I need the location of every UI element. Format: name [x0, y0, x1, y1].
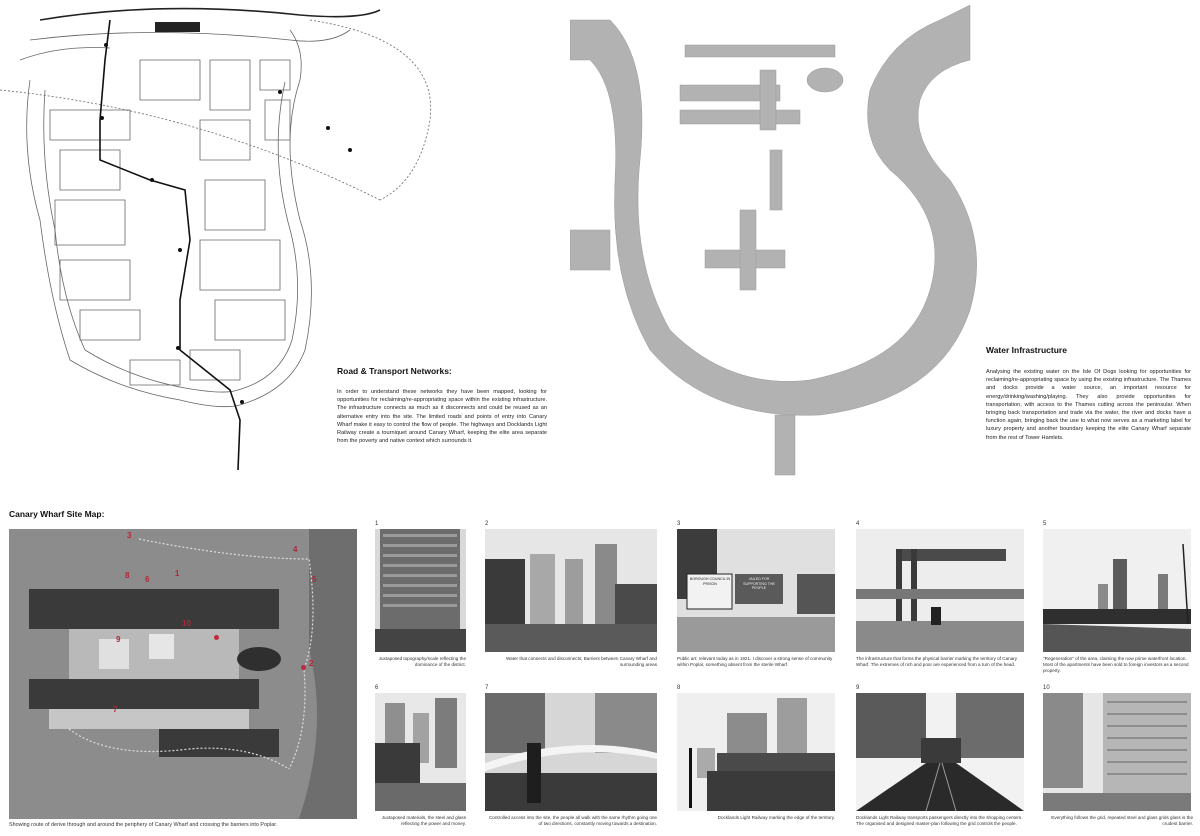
photo-9-caption: Docklands Light Railway transports passengers directly into the shopping centers. The organised and designed master-plan following the grid controls the people. [856, 815, 1023, 827]
road-paragraph: In order to understand these networks they have been mapped, looking for opportunities for reclaiming/re-appropriating space within the existing infrastructure. The infrastructure connects as much as it disconnects and could be reused as an alternative entry into the site. The limited roads and points of entry into Canary Wharf make it easy to control the flow of people. The highways and Docklands Light Railway create a tourniquet around Canary Wharf, keeping the elite area separate from the poverty and native context which surrounds it. [337, 389, 547, 445]
marker-10: 10 [182, 619, 191, 628]
photo-7 [485, 693, 657, 811]
photo-2 [485, 529, 657, 652]
photo-10-number: 10 [1043, 685, 1050, 691]
photo-2-caption: Water that connects and disconnects; Barriers between Canary Wharf and surrounding areas [506, 656, 657, 668]
photo-4 [856, 529, 1024, 652]
photo-6-caption: Juxtaposed materials, the steel and glass reflecting the power and money. [381, 815, 466, 827]
photo-9 [856, 693, 1024, 811]
photo-1-number: 1 [375, 521, 379, 527]
route-dot [214, 635, 219, 640]
site-map-heading: Canary Wharf Site Map: [9, 509, 105, 519]
marker-4: 4 [293, 545, 298, 554]
photo-5-caption: "Regeneration" of the area, claiming the now prime waterfront location. Most of the apartments have been sold to foreign investors as a second property. [1043, 656, 1189, 674]
mural-sign-left: BOROUGH COUNCIL IN PRISON [689, 577, 731, 586]
photo-3 [677, 529, 835, 652]
photo-1-caption: Juxtaposed topography/scale reflecting the dominance of the district. [378, 656, 466, 668]
water-paragraph: Analysing the existing water on the Isle Of Dogs looking for opportunities for reclaiming/re-appropriating space by using the existing infrastructure. The Thames and docks provide a water source, an important resource for energy/drinking/washing/playing. They also provide opportunities for transportation, with access to the Thames cutting across the peninsular. When bringing back transportation and trade via the water, the river and docks have a function again, bringing back the use to what now serves as a marketing label for luxury property and another boundary keeping the elite Canary Wharf separate from the rest of Tower Hamlets. [986, 369, 1191, 441]
photo-6 [375, 693, 466, 811]
marker-7: 7 [113, 705, 118, 714]
marker-6: 6 [145, 575, 150, 584]
photo-2-number: 2 [485, 521, 489, 527]
photo-8-caption: Docklands Light Railway marking the edge of the territory. [717, 815, 835, 820]
site-map-caption: Showing route of derive through and around the periphery of Canary Wharf and crossing the barriers into Poplar. [9, 822, 278, 828]
photo-9-number: 9 [856, 685, 860, 691]
photo-6-number: 6 [375, 685, 379, 691]
route-dot [301, 665, 306, 670]
photo-5 [1043, 529, 1191, 652]
photo-5-number: 5 [1043, 521, 1047, 527]
photo-3-number: 3 [677, 521, 681, 527]
photo-1 [375, 529, 466, 652]
marker-1: 1 [175, 569, 180, 578]
photo-8 [677, 693, 835, 811]
mural-sign-right: JAILED FOR SUPPORTING THE PEOPLE [743, 577, 775, 590]
photo-7-caption: Controlled access into the site, the people all walk with the same rhythm going one of two directions, constantly moving towards a destination. [488, 815, 657, 827]
road-heading: Road & Transport Networks: [337, 366, 452, 376]
photo-4-caption: The infrastructure that forms the physical barrier marking the territory of Canary Wharf. The extremes of rich and poor are experienced from a turn of the head. [856, 656, 1018, 668]
photo-10 [1043, 693, 1191, 811]
photo-10-caption: Everything follows the grid, repeated steel and glass grids glass is the crudest barrier. [1051, 815, 1193, 827]
aerial-site-map [9, 529, 357, 819]
water-infrastructure-map [570, 0, 990, 480]
water-heading: Water Infrastructure [986, 345, 1067, 355]
photo-8-number: 8 [677, 685, 681, 691]
marker-9: 9 [116, 635, 121, 644]
photo-3-caption: Public art: relevant today as in 1921. I discover a strong sense of community within Poplar, something absent from the sterile Wharf. [677, 656, 833, 668]
marker-2: 2 [309, 659, 314, 668]
photo-7-number: 7 [485, 685, 489, 691]
photo-4-number: 4 [856, 521, 860, 527]
marker-5: 5 [312, 575, 317, 584]
marker-8: 8 [125, 571, 130, 580]
marker-3: 3 [127, 531, 132, 540]
